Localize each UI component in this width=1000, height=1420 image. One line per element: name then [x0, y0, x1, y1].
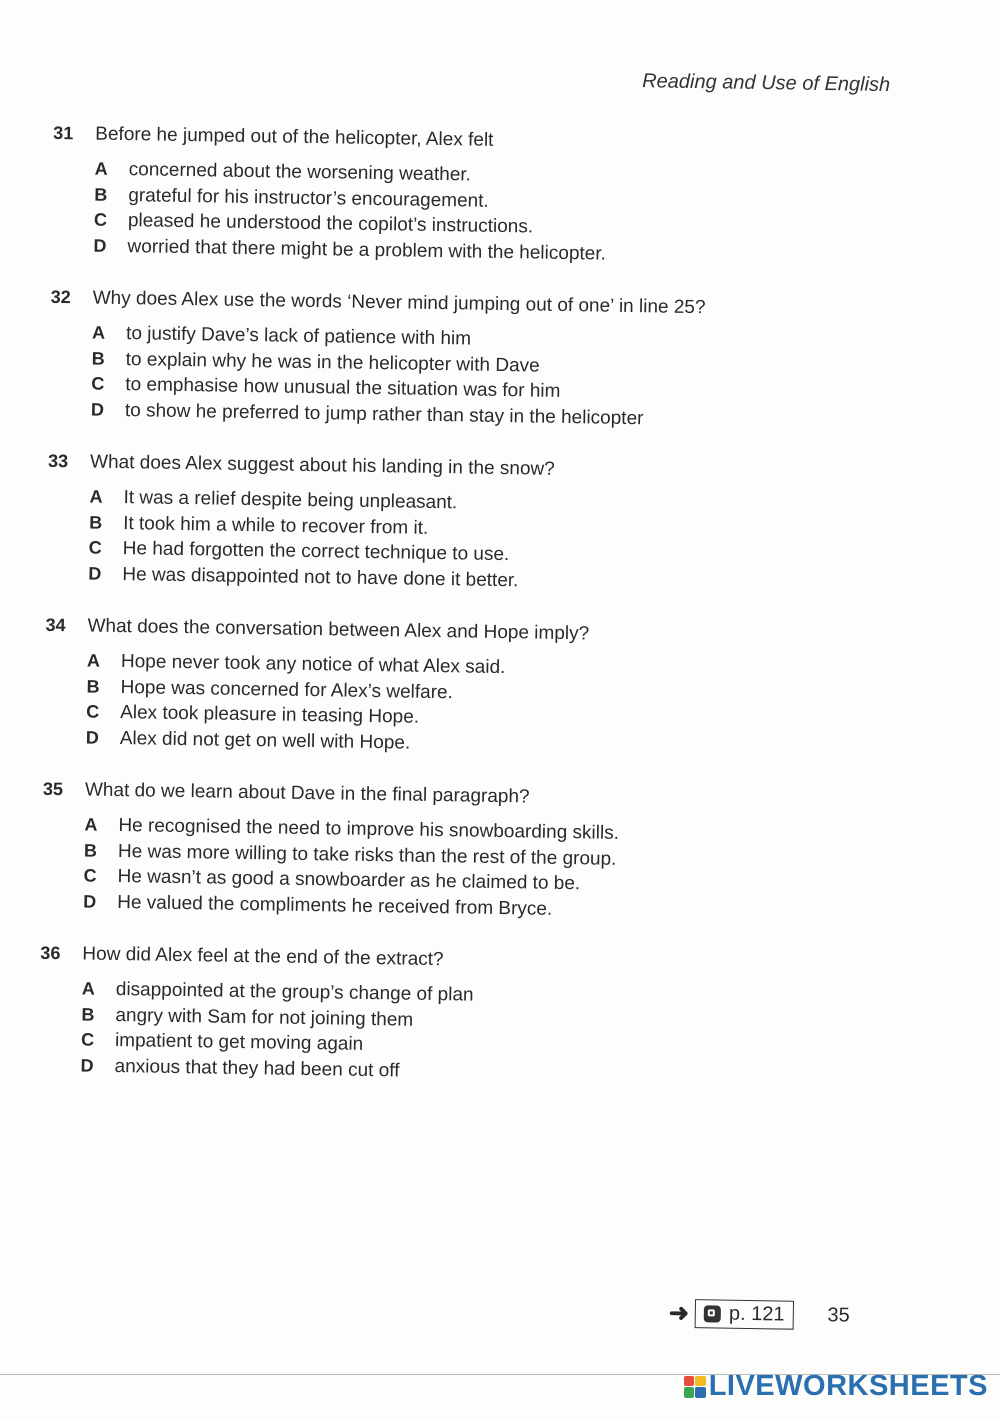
question-text: Before he jumped out of the helicopter, Alex felt	[95, 123, 494, 151]
question-number: 35	[42, 778, 64, 800]
section-title: Reading and Use of English	[642, 70, 891, 97]
option-text: Hope never took any notice of what Alex said.	[120, 651, 506, 679]
liveworksheets-logo-icon	[684, 1376, 706, 1398]
option-text: to emphasise how unusual the situation was for him	[125, 374, 561, 402]
option-text: impatient to get moving again	[114, 1030, 364, 1055]
option-letter: D	[90, 399, 105, 420]
option-letter: C	[91, 373, 105, 394]
question-text: What do we learn about Dave in the final paragraph?	[84, 779, 530, 808]
option-text: worried that there might be a problem with the helicopter.	[127, 235, 607, 265]
option-letter: D	[93, 235, 107, 256]
option-letter: C	[80, 1029, 95, 1050]
question-33	[46, 451, 808, 600]
option-text: disappointed at the group’s change of plan	[115, 979, 474, 1006]
question-35	[41, 779, 803, 928]
question-text: What does Alex suggest about his landing in the snow?	[89, 451, 555, 480]
option-text: concerned about the worsening weather.	[128, 159, 472, 186]
logo-square	[695, 1376, 706, 1387]
option-letter: D	[83, 890, 97, 912]
option-letter: B	[83, 839, 98, 861]
option-letter: A	[86, 650, 101, 671]
option-text: He had forgotten the correct technique to use.	[122, 538, 510, 566]
option-text: Alex did not get on well with Hope.	[119, 727, 411, 754]
brand-logo	[684, 1370, 988, 1403]
option-text: pleased he understood the copilot’s instructions.	[127, 210, 534, 238]
option-letter: B	[91, 348, 105, 369]
question-number: 31	[53, 122, 74, 144]
option-letter: A	[94, 158, 108, 179]
page-reference[interactable]	[695, 1299, 794, 1330]
option-letter: B	[89, 512, 103, 533]
question-number: 33	[47, 450, 69, 472]
option-text: He was disappointed not to have done it better.	[122, 563, 519, 591]
option-text: grateful for his instructor’s encouragement.	[128, 184, 489, 212]
option-text: anxious that they had been cut off	[114, 1055, 400, 1081]
question-number: 36	[40, 942, 61, 964]
option-text: He was more willing to take risks than the rest of the group.	[117, 840, 617, 870]
option-text: He valued the compliments he received from Bryce.	[117, 891, 553, 920]
question-number: 32	[50, 286, 71, 308]
question-34	[44, 615, 806, 764]
page-reference-label: p. 121	[728, 1302, 785, 1326]
option-letter: B	[86, 676, 100, 697]
option-letter: C	[86, 701, 100, 722]
option-letter: B	[81, 1003, 95, 1025]
option-letter: A	[81, 978, 96, 999]
option-text: Alex took pleasure in teasing Hope.	[120, 702, 420, 728]
option-text: Hope was concerned for Alex’s welfare.	[120, 676, 454, 703]
option-letter: C	[88, 537, 102, 558]
logo-square	[684, 1387, 695, 1398]
option-text: He wasn’t as good a snowboarder as he claimed to be.	[117, 866, 581, 895]
question-text: Why does Alex use the words ‘Never mind jumping out of one’ in line 25?	[92, 287, 706, 319]
option-letter: D	[88, 563, 102, 584]
option-text: He recognised the need to improve his snowboarding skills.	[118, 815, 620, 844]
reference-book-icon	[704, 1305, 721, 1322]
question-number: 34	[45, 614, 66, 636]
question-36	[38, 943, 800, 1092]
brand-name: LIVEWORKSHEETS	[708, 1370, 988, 1402]
page-footer	[669, 1299, 850, 1331]
option-letter: D	[80, 1054, 94, 1076]
option-letter: A	[84, 814, 98, 835]
arrow-right-icon: ➜	[668, 1299, 690, 1328]
logo-square	[684, 1376, 695, 1387]
option-letter: B	[94, 184, 108, 205]
question-text: How did Alex feel at the end of the extract?	[82, 943, 444, 971]
option-text: to explain why he was in the helicopter with Dave	[125, 348, 540, 377]
option-text: It was a relief despite being unpleasant.	[123, 487, 458, 514]
option-letter: A	[91, 322, 106, 343]
option-letter: C	[93, 209, 108, 230]
logo-square	[695, 1387, 706, 1398]
question-31	[51, 123, 813, 272]
option-letter: A	[89, 486, 103, 507]
question-text: What does the conversation between Alex and Hope imply?	[87, 615, 590, 645]
page-number: 35	[827, 1304, 850, 1327]
option-letter: C	[83, 865, 97, 886]
option-text: to justify Dave’s lack of patience with him	[125, 323, 472, 350]
option-text: angry with Sam for not joining them	[115, 1004, 414, 1031]
question-32	[49, 287, 811, 436]
option-text: to show he preferred to jump rather than stay in the helicopter	[124, 399, 644, 429]
option-letter: D	[85, 727, 99, 748]
option-text: It took him a while to recover from it.	[122, 512, 429, 539]
